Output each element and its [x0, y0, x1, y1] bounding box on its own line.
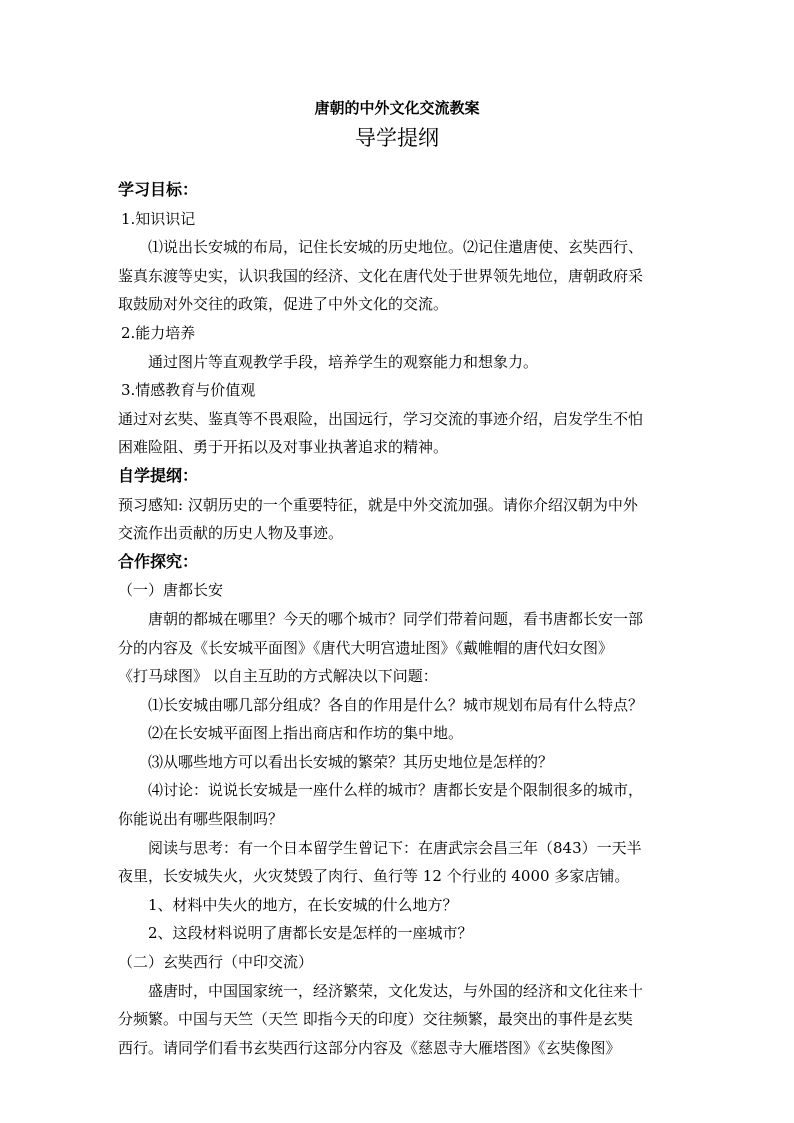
goals-heading: 学习目标：	[118, 180, 199, 199]
coop-heading: 合作探究：	[118, 551, 199, 571]
part2-text-line: 西行。请同学们看书玄奘西行这部分内容及《慈恩寺大雁塔图》《玄奘像图》	[118, 1038, 621, 1057]
part1-question-1: ⑴长安城由哪几部分组成？各自的作用是什么？城市规划布局有什么特点？	[148, 695, 644, 714]
reading-question-2: 2、这段材料说明了唐都长安是怎样的一座城市？	[148, 924, 473, 943]
self-study-text-line: 交流作出贡献的历史人物及事迹。	[118, 524, 344, 543]
item1-text-line: 鉴真东渡等史实，认识我国的经济、文化在唐代处于世界领先地位，唐朝政府采	[118, 266, 644, 285]
part1-label: （一）唐都长安	[118, 581, 224, 600]
self-study-text-line: 预习感知: 汉朝历史的一个重要特征，就是中外交流加强。请你介绍汉朝为中外	[118, 495, 638, 514]
item2-label: 2.能力培养	[121, 323, 196, 342]
item1-text-line: ⑴说出长安城的布局，记住长安城的历史地位。⑵记住遣唐使、玄奘西行、	[148, 238, 644, 257]
part1-question-3: ⑶从哪些地方可以看出长安城的繁荣？其历史地位是怎样的？	[148, 752, 554, 771]
part1-question-4-cont: 你能说出有哪些限制吗？	[118, 810, 284, 829]
part2-text-line: 分频繁。中国与天竺（天竺 即指今天的印度）交往频繁，最突出的事件是玄奘	[118, 1010, 633, 1029]
part1-question-2: ⑵在长安城平面图上指出商店和作坊的集中地。	[148, 724, 464, 743]
item2-text: 通过图片等直观教学手段，培养学生的观察能力和想象力。	[148, 352, 539, 371]
item1-text-line: 取鼓励对外交往的政策，促进了中外文化的交流。	[118, 295, 449, 314]
document-body	[118, 176, 676, 1062]
document-title: 唐朝的中外文化交流教案	[314, 99, 480, 117]
item1-label: 1.知识识记	[121, 209, 196, 228]
reading-text-line: 阅读与思考：有一个日本留学生曾记下：在唐武宗会昌三年（843）一天半	[148, 838, 642, 857]
reading-text-line: 夜里，长安城失火，火灾焚毁了肉行、鱼行等 12 个行业的 4000 多家店铺。	[118, 867, 630, 886]
item3-text-line: 困难险阻、勇于开拓以及对事业执著追求的精神。	[118, 438, 449, 457]
part1-intro-line: 《打马球图》 以自主互助的方式解决以下问题：	[118, 667, 438, 686]
item3-text-line: 通过对玄奘、鉴真等不畏艰险，出国远行，学习交流的事迹介绍，启发学生不怕	[118, 409, 644, 428]
part2-label: （二）玄奘西行（中印交流）	[118, 953, 314, 972]
item3-label: 3.情感教育与价值观	[121, 381, 256, 400]
part1-intro-line: 分的内容及《长安城平面图》《唐代大明宫遗址图》《戴帷帽的唐代妇女图》	[118, 638, 614, 657]
self-study-heading: 自学提纲：	[118, 465, 199, 485]
part2-text-line: 盛唐时，中国国家统一，经济繁荣，文化发达，与外国的经济和文化往来十	[148, 981, 644, 1000]
document-subtitle: 导学提纲	[355, 126, 439, 150]
part1-intro-line: 唐朝的都城在哪里？今天的哪个城市？同学们带着问题，看书唐都长安一部	[148, 609, 644, 628]
part1-question-4: ⑷讨论：说说长安城是一座什么样的城市？唐都长安是个限制很多的城市，	[148, 781, 644, 800]
reading-question-1: 1、材料中失火的地方，在长安城的什么地方？	[148, 895, 458, 914]
